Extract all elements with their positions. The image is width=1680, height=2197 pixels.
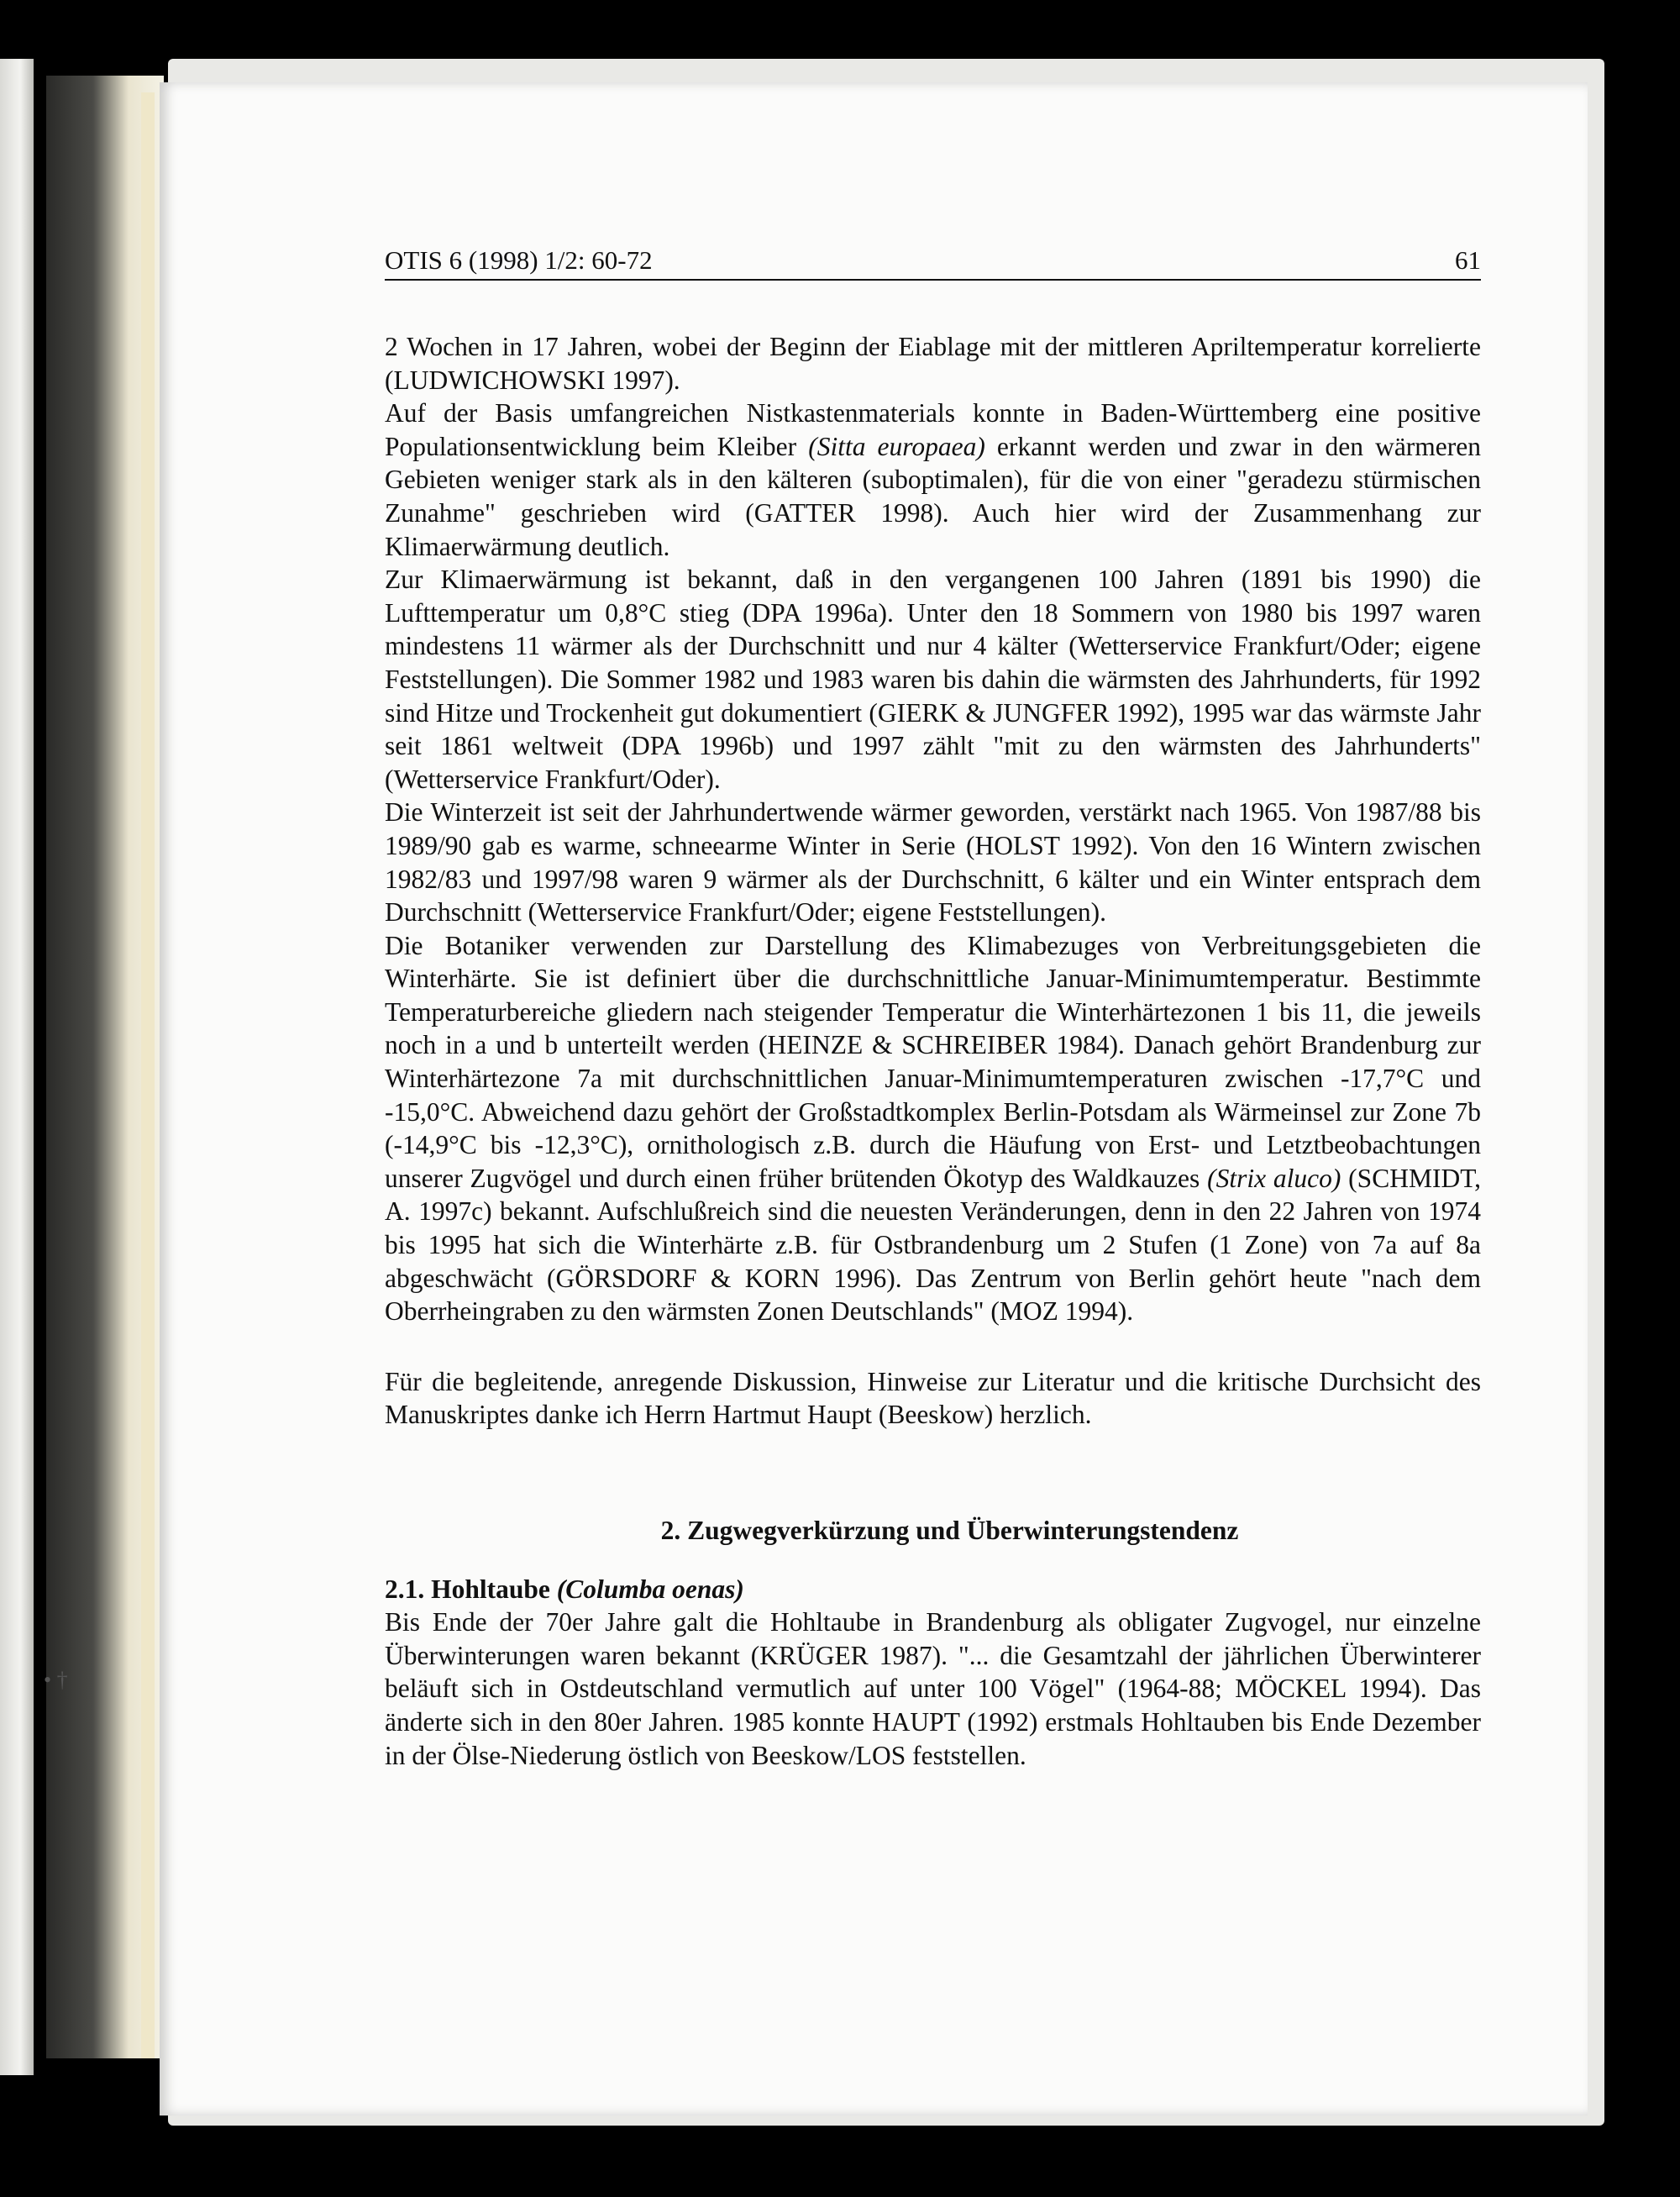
section-title: 2. Zugwegverkürzung und Überwinterungstendenz xyxy=(660,1516,1239,1545)
journal-citation: OTIS 6 (1998) 1/2: 60-72 xyxy=(385,245,653,275)
paragraph-5 xyxy=(385,929,1481,1328)
paragraph-1: 2 Wochen in 17 Jahren, wobei der Beginn der Eiablage mit der mittleren Apriltemperatur korrelierte (LUDWICHOWSKI 1997). xyxy=(385,332,1481,395)
body-text xyxy=(385,330,1481,1772)
paragraph-4: Die Winterzeit ist seit der Jahrhundertwende wärmer geworden, verstärkt nach 1965. Von 1987/88 bis 1989/90 gab es warme, schneearme Winter in Serie (HOLST 1992). Von den 16 Wintern zwischen 1982/83 und 1997/98 waren 9 wärmer als der Durchschnitt, 6 kälter und ein Winter entsprach dem Durchschnitt (Wetterservice Frankfurt/Oder; eigene Feststellungen). xyxy=(385,797,1481,928)
margin-marks: • † xyxy=(44,1668,68,1692)
species-sitta: (Sitta europaea) xyxy=(808,431,985,461)
paragraph-2-text-b: erkannt werden und zwar in den wärmeren Gebieten weniger stark als in den kälteren (suboptimalen), für die von einer "geradezu stürmischen Zunahme" geschrieben wird (GATTER 1998). Auch hier wird der Zusammenhang zur Klimaerwärmung deutlich. xyxy=(385,431,1482,561)
acknowledgement: Für die begleitende, anregende Diskussion, Hinweise zur Literatur und die kritische Durchsicht des Manuskriptes danke ich Herrn Hartmut Haupt (Beeskow) herzlich. xyxy=(385,1366,1481,1430)
page-number: 61 xyxy=(1455,245,1481,275)
paragraph-3: Zur Klimaerwärmung ist bekannt, daß in den vergangenen 100 Jahren (1891 bis 1990) die Lufttemperatur um 0,8°C stieg (DPA 1996a). Unter den 18 Sommern von 1980 bis 1997 waren mindestens 11 wärmer als der Durchschnitt und nur 4 kälter (Wetterservice Frankfurt/Oder; eigene Feststellungen). Die Sommer 1982 und 1983 waren bis dahin die wärmsten des Jahrhunderts, für 1992 sind Hitze und Trockenheit gut dokumentiert (GIERK & JUNGFER 1992), 1995 war das wärmste Jahr seit 1861 weltweit (DPA 1996b) und 1997 zählt "mit zu den wärmsten des Jahrhunderts" (Wetterservice Frankfurt/Oder). xyxy=(385,565,1481,794)
spacer xyxy=(385,1548,1481,1573)
subsection-name: 2.1. Hohltaube xyxy=(385,1574,557,1604)
paragraph-5-text-a: Die Botaniker verwenden zur Darstellung des Klimabezuges von Verbreitungsgebieten die Winterhärte. Sie ist definiert über die durchschnittliche Januar-Minimumtemperatur. Bestimmte Temperaturbereiche gliedern nach steigender Temperatur die Winterhärtezonen 1 bis 11, die jeweils noch in a und b unterteilt werden (HEINZE & SCHREIBER 1984). Danach gehört Brandenburg zur Winterhärtezone 7a mit durchschnittlichen Januar-Minimumtemperaturen zwischen -17,7°C und -15,0°C. Abweichend dazu gehört der Großstadtkomplex Berlin-Potsdam als Wärmeinsel zur Zone 7b (-14,9°C bis -12,3°C), ornithologisch z.B. durch die Häufung von Erst- und Letztbeobachtungen unserer Zugvögel und durch einen früher brütenden Ökotyp des Waldkauzes xyxy=(385,930,1481,1193)
subsection-title xyxy=(385,1573,1481,1606)
spacer xyxy=(385,1432,1481,1514)
page-edges xyxy=(141,92,155,2058)
spacer xyxy=(385,1328,1481,1365)
paragraph-5-text-b: (SCHMIDT, A. 1997c) bekannt. Aufschlußreich sind die neuesten Veränderungen, denn in den 22 Jahren von 1974 bis 1995 hat sich die Winterhärte z.B. für Ostbrandenburg um 2 Stufen (1 Zone) von 7a auf 8a abgeschwächt (GÖRSDORF & KORN 1996). Das Zentrum von Berlin gehört heute "nach dem Oberrheingraben zu den wärmsten Zonen Deutschlands" (MOZ 1994). xyxy=(385,1163,1481,1327)
paragraph-6: Bis Ende der 70er Jahre galt die Hohltaube in Brandenburg als obligater Zugvogel, nur einzelne Überwinterungen waren bekannt (KRÜGER 1987). "... die Gesamtzahl der jährlichen Überwinterer beläuft sich in Ostdeutschland vermutlich auf unter 100 Vögel" (1964-88; MÖCKEL 1994). Das änderte sich in den 80er Jahren. 1985 konnte HAUPT (1992) erstmals Hohltauben bis Ende Dezember in der Ölse-Niederung östlich von Beeskow/LOS feststellen. xyxy=(385,1607,1481,1770)
paragraph-2 xyxy=(385,397,1481,563)
species-columba: (Columba oenas) xyxy=(556,1574,744,1604)
paragraph-2-text-a: Auf der Basis umfangreichen Nistkastenmaterials konnte in Baden-Württemberg eine positive Populationsentwicklung beim Kleiber xyxy=(385,398,1481,461)
species-strix: (Strix aluco) xyxy=(1207,1163,1341,1193)
running-header xyxy=(385,237,1481,281)
book-spine-left xyxy=(0,59,34,2075)
